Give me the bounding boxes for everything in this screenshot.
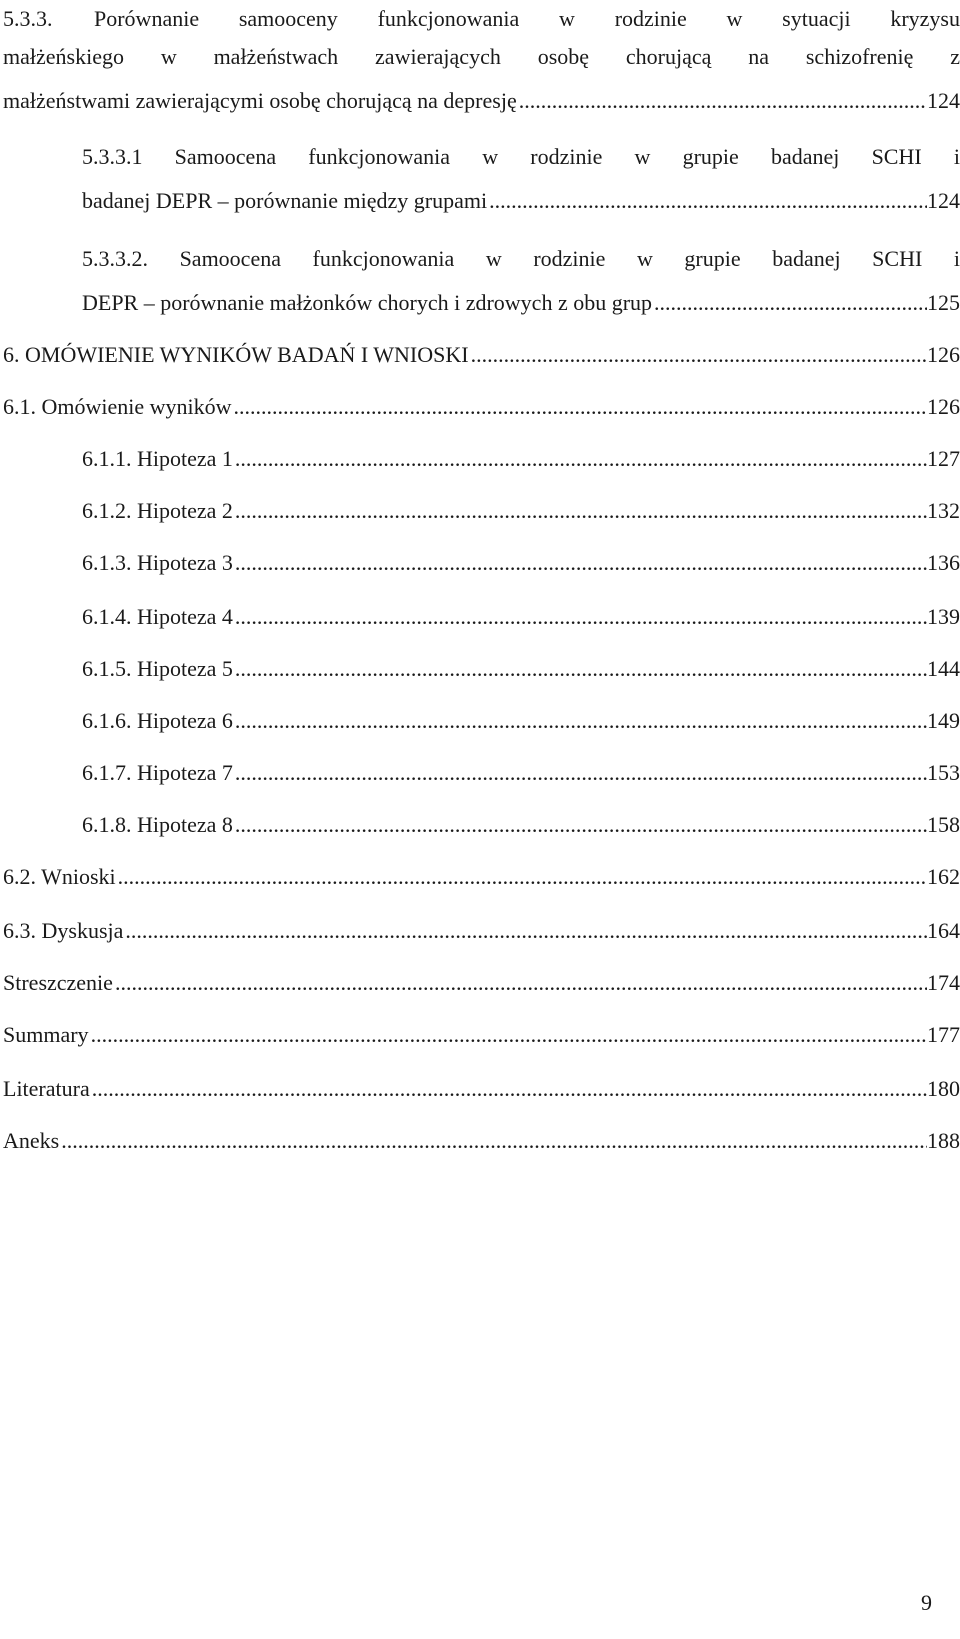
page-number: 9 — [921, 1590, 932, 1615]
toc-leader-dots — [59, 1126, 927, 1156]
toc-leader-dots — [233, 548, 927, 578]
toc-leader-dots — [233, 758, 927, 788]
toc-entry-text: Streszczenie — [3, 970, 113, 995]
toc-page-number: 164 — [927, 918, 960, 943]
toc-leader-dots — [517, 86, 927, 116]
toc-leader-dots — [232, 392, 927, 422]
toc-entry-text: 6.1.8. Hipoteza 8 — [82, 812, 233, 837]
toc-page-number: 162 — [927, 864, 960, 889]
toc-entry-text: 5.3.3.1 Samoocena funkcjonowania w rodzinie w grupie badanej SCHI i — [82, 144, 960, 169]
toc-page-number: 132 — [927, 498, 960, 523]
toc-entry-text: DEPR – porównanie małżonków chorych i zdrowych z obu grup — [82, 290, 653, 315]
toc-entry-5-3-3-1-line-1[interactable] — [0, 142, 960, 172]
toc-leader-dots — [113, 968, 927, 998]
toc-page-number: 180 — [927, 1076, 960, 1101]
toc-entry-text: Summary — [3, 1022, 89, 1047]
toc-entry[interactable] — [0, 810, 960, 840]
toc-leader-dots — [233, 602, 927, 632]
toc-entry-text: 6. OMÓWIENIE WYNIKÓW BADAŃ I WNIOSKI — [3, 342, 469, 367]
toc-entry-text: 6.1.4. Hipoteza 4 — [82, 604, 233, 629]
toc-entry-number: 5.3.3. — [3, 6, 53, 31]
toc-entry-text: Aneks — [3, 1128, 60, 1153]
toc-entry[interactable] — [0, 444, 960, 474]
toc-page-number: 177 — [927, 1022, 960, 1047]
toc-entry-5-3-3-line-1[interactable] — [0, 4, 960, 34]
toc-page-number: 136 — [927, 550, 960, 575]
toc-entry[interactable] — [0, 496, 960, 526]
toc-page-number: 127 — [927, 446, 960, 471]
toc-page-number: 139 — [927, 604, 960, 629]
toc-leader-dots — [469, 340, 927, 370]
toc-entry[interactable] — [0, 916, 960, 946]
toc-entry[interactable] — [0, 654, 960, 684]
toc-entry[interactable] — [0, 706, 960, 736]
toc-leader-dots — [233, 706, 927, 736]
toc-page-number: 126 — [927, 394, 960, 419]
toc-page-number: 124 — [927, 188, 960, 213]
toc-entry[interactable] — [0, 340, 960, 370]
toc-leader-dots — [487, 186, 927, 216]
toc-page-number: 125 — [927, 290, 960, 315]
toc-leader-dots — [233, 654, 927, 684]
toc-entry[interactable] — [0, 548, 960, 578]
toc-entry[interactable] — [0, 392, 960, 422]
toc-page-number: 158 — [927, 812, 960, 837]
toc-entry-text: 6.3. Dyskusja — [3, 918, 124, 943]
toc-entry[interactable] — [0, 862, 960, 892]
toc-entry-text: 6.1.1. Hipoteza 1 — [82, 446, 233, 471]
toc-page-number: 174 — [927, 970, 960, 995]
toc-entry-text: 6.1.6. Hipoteza 6 — [82, 708, 233, 733]
toc-entry-text: 6.2. Wnioski — [3, 864, 116, 889]
toc-page-number: 188 — [927, 1128, 960, 1153]
toc-leader-dots — [123, 916, 927, 946]
toc-page-number: 144 — [927, 656, 960, 681]
toc-leader-dots — [233, 496, 927, 526]
toc-entry-5-3-3-line-2[interactable] — [0, 42, 960, 72]
toc-page-number: 126 — [927, 342, 960, 367]
toc-leader-dots — [90, 1074, 927, 1104]
toc-entry-5-3-3-2-line-2[interactable] — [0, 288, 960, 318]
toc-entry-text: 6.1.5. Hipoteza 5 — [82, 656, 233, 681]
toc-leader-dots — [233, 444, 927, 474]
toc-leader-dots — [652, 288, 927, 318]
toc-entry[interactable] — [0, 1126, 960, 1156]
toc-leader-dots — [89, 1020, 927, 1050]
toc-leader-dots — [233, 810, 927, 840]
toc-leader-dots — [116, 862, 927, 892]
toc-entry-text: małżeństwami zawierającymi osobę chorującą na depresję — [3, 88, 517, 113]
toc-entry-text: 6.1.2. Hipoteza 2 — [82, 498, 233, 523]
toc-page-number: 149 — [927, 708, 960, 733]
toc-page-number: 124 — [927, 88, 960, 113]
toc-entry[interactable] — [0, 758, 960, 788]
toc-entry[interactable] — [0, 968, 960, 998]
toc-entry-text: 5.3.3.2. Samoocena funkcjonowania w rodzinie w grupie badanej SCHI i — [82, 246, 960, 271]
toc-entry-text: 6.1.3. Hipoteza 3 — [82, 550, 233, 575]
toc-entry[interactable] — [0, 602, 960, 632]
toc-entry-text: 6.1. Omówienie wyników — [3, 394, 232, 419]
toc-entry-5-3-3-line-3[interactable] — [0, 86, 960, 116]
toc-entry-text: małżeńskiego w małżeństwach zawierających osobę chorującą na schizofrenię z — [3, 44, 960, 69]
toc-entry-text: 6.1.7. Hipoteza 7 — [82, 760, 233, 785]
toc-entry-5-3-3-2-line-1[interactable] — [0, 244, 960, 274]
toc-page-number: 153 — [927, 760, 960, 785]
toc-entry-text: Literatura — [3, 1076, 90, 1101]
toc-entry-text: Porównanie samooceny funkcjonowania w rodzinie w sytuacji kryzysu — [94, 6, 960, 31]
toc-entry-5-3-3-1-line-2[interactable] — [0, 186, 960, 216]
toc-entry[interactable] — [0, 1074, 960, 1104]
toc-entry[interactable] — [0, 1020, 960, 1050]
toc-entry-text: badanej DEPR – porównanie między grupami — [82, 188, 488, 213]
